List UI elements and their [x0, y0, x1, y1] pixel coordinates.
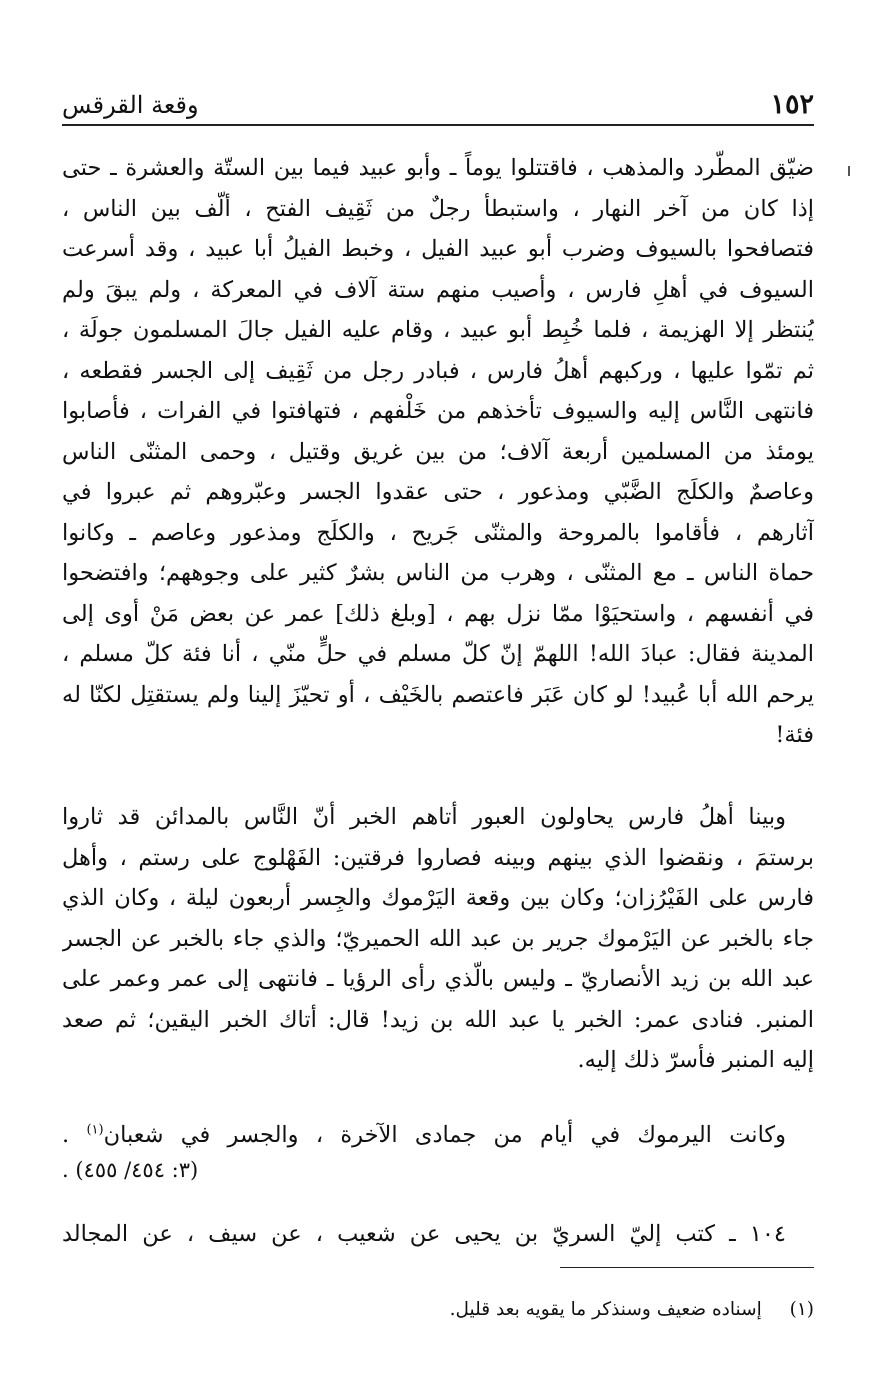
text-line: يرحم الله أبا عُبيد! لو كان عَبَر فاعتصم بالخَيْف ، أو تحيّزَ إلينا ولم يستقتِل لكنّا له [62, 681, 814, 708]
paragraph-3 [62, 1115, 814, 1156]
chapter-title: وقعة القرقس [62, 91, 199, 119]
footnote-divider [560, 1267, 814, 1268]
text-line: ضيّق المطّرد والمذهب ، فاقتتلوا يوماً ـ وأبو عبيد فيما بين الستّة والعشرة ـ حتى [62, 155, 814, 181]
text-line: ١٠٤ ـ كتب إليّ السريّ بن يحيى عن شعيب ، عن سيف ، عن المجالد [62, 1221, 786, 1247]
text-line: وبينا أهلُ فارس يحاولون العبور أتاهم الخبر أنّ النَّاس بالمدائن قد ثاروا [62, 804, 786, 830]
text-line: يُنتظر إلا الهزيمة ، فلما خُبِط أبو عبيد ، وقام عليه الفيل جالَ المسلمون جولَة ، [62, 317, 814, 343]
text-line: عبد الله بن زيد الأنصاريّ ـ وليس بالّذي رأى الرؤيا ـ فانتهى إلى عمر وعمر على [62, 966, 814, 992]
text-line: وعاصمٌ والكلَج الضَّبّي ومذعور ، حتى عقدوا الجسر وعبّروهم ثم عبروا في [62, 479, 814, 505]
text-line: في أنفسهم ، واستحيَوْا ممّا نزل بهم ، [وبلغ ذلك] عمر عن بعض مَنْ أوى إلى [62, 600, 814, 627]
text-line: المدينة فقال: عبادَ الله! اللهمّ إنّ كلّ مسلم في حلٍّ منّي ، أنا فئة كلّ مسلم ، [62, 641, 814, 667]
scan-speck [848, 166, 850, 176]
text-line: السيوف في أهلِ فارس ، وأصيب منهم ستة آلاف في المعركة ، ولم يبقَ ولم [62, 276, 814, 303]
footnote-text: إسناده ضعيف وسنذكر ما يقويه بعد قليل. [449, 1299, 762, 1320]
text-line: يومئذ من المسلمين أربعة آلاف؛ من بين غريق وقتيل ، وحمى المثنّى الناس [62, 438, 814, 465]
text-line: آثارهم ، فأقاموا بالمروحة والمثنّى جَريح ، والكلَج ومذعور وعاصم ـ وكانوا [62, 519, 814, 546]
text-line: برستمَ ، ونقضوا الذي بينهم وبينه فصاروا فرقتين: الفَهْلوج على رستم ، وأهل [62, 844, 814, 871]
end-mark: . [62, 1122, 70, 1148]
text-line: المنبر. فنادى عمر: الخبر يا عبد الله بن زيد! قال: أتاك الخبر اليقين؛ ثم صعد [62, 1006, 814, 1033]
text-line: حماة الناس ـ مع المثنّى ، وهرب من الناس بشرٌ كثير على وجوههم؛ وافتضحوا [62, 560, 814, 586]
paragraph-4 [62, 1214, 814, 1255]
page-number: ١٥٢ [770, 89, 814, 120]
source-citation [62, 1155, 814, 1185]
text-line: فتصافحوا بالسيوف وضرب أبو عبيد الفيل ، وخبط الفيلُ أبا عبيد ، وقد أسرعت [62, 236, 814, 262]
text-line: جاء بالخبر عن اليَرْموك جرير بن عبد الله الحميريّ؛ والذي جاء بالخبر عن الجسر [62, 925, 814, 952]
text-line: إذا كان من آخر النهار ، واستبطأ رجلٌ من ثَقِيف الفتح ، ألّف بين الناس ، [62, 195, 814, 222]
footnote-marker: (١) [789, 1299, 814, 1320]
footnote-reference: (١) [86, 1122, 104, 1138]
text-line: ثم تمّوا عليها ، وركبهم أهلُ فارس ، فبادر رجل من ثَقِيف إلى الجسر فقطعه ، [62, 357, 814, 384]
page-header [62, 80, 814, 126]
paragraph-3-text: وكانت اليرموك في أيام من جمادى الآخرة ، والجسر في شعبان [103, 1122, 786, 1148]
text-line: إليه المنبر فأسرّ ذلك إليه. [577, 1047, 814, 1073]
paragraph-2 [62, 797, 814, 1081]
paragraph-1 [62, 148, 814, 756]
footnote [62, 1296, 814, 1324]
text-line: فانتهى النَّاس إليه والسيوف تأخذهم من خَلْفهم ، فتهافتوا في الفرات ، فأصابوا [62, 398, 814, 424]
text-line: فارس على الفَيْرُزان؛ وكان بين وقعة اليَرْموك والجِسر أربعون ليلة ، وكان الذي [62, 885, 814, 911]
text-line: فئة! [775, 722, 814, 748]
text-line [62, 1115, 814, 1156]
citation-text: (٣: ٤٥٤/ ٤٥٥) . [62, 1158, 199, 1182]
